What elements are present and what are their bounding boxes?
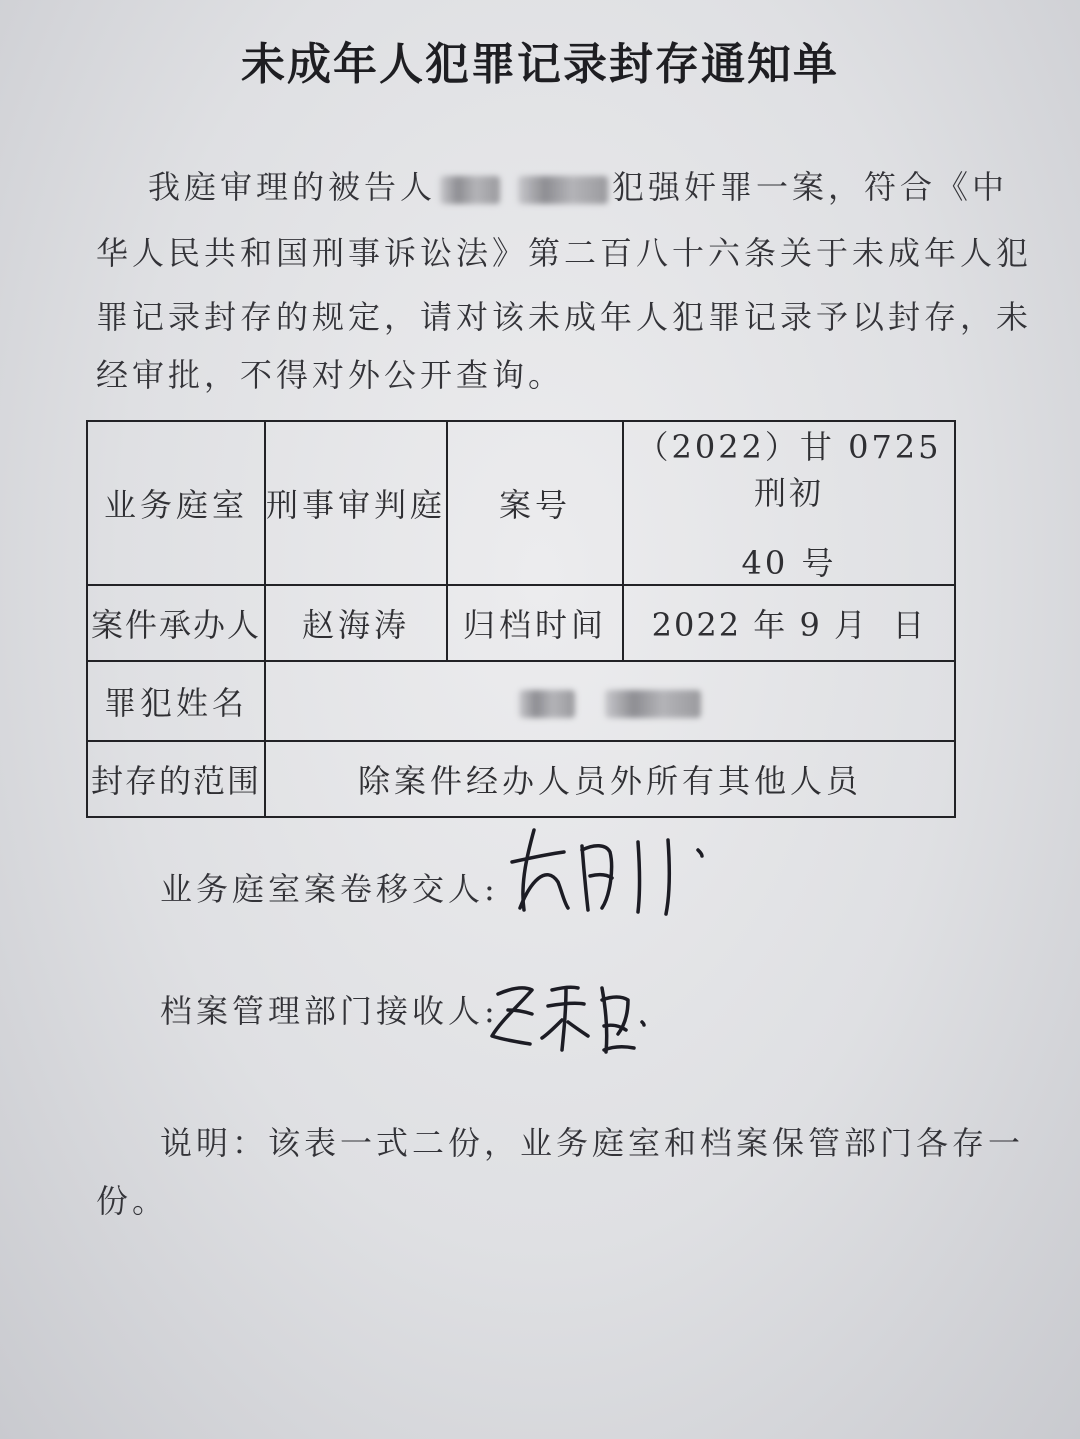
case-info-table bbox=[86, 420, 956, 818]
transfer-signature bbox=[490, 812, 720, 922]
case-number-line-2: 40 号 bbox=[741, 544, 837, 582]
table-row bbox=[87, 741, 955, 817]
document-title: 未成年人犯罪记录封存通知单 bbox=[241, 39, 839, 90]
case-number-label: 案号 bbox=[447, 421, 623, 585]
notice-line-1 bbox=[96, 162, 1009, 208]
offender-name-label: 罪犯姓名 bbox=[87, 661, 265, 741]
redacted-name-part-2 bbox=[605, 690, 701, 718]
dept-label: 业务庭室 bbox=[87, 421, 265, 585]
notice-line-2: 华人民共和国刑事诉讼法》第二百八十六条关于未成年人犯 bbox=[96, 234, 1033, 272]
offender-name-value bbox=[265, 661, 955, 741]
table-row bbox=[87, 421, 955, 585]
table-row bbox=[87, 585, 955, 661]
case-number-line-1: （2022）甘 0725 刑初 bbox=[636, 428, 942, 512]
receiver-signature bbox=[478, 970, 658, 1060]
notice-line-1-suffix: 犯强奸罪一案，符合《中 bbox=[612, 168, 1009, 206]
handler-value: 赵海涛 bbox=[265, 585, 447, 661]
dept-value: 刑事审判庭 bbox=[265, 421, 447, 585]
archive-time-value: 2022 年 9 月 日 bbox=[623, 585, 955, 661]
transfer-person-label: 业务庭室案卷移交人: bbox=[160, 870, 499, 908]
archive-time-label: 归档时间 bbox=[447, 585, 623, 661]
seal-scope-value: 除案件经办人员外所有其他人员 bbox=[265, 741, 955, 817]
receiver-label: 档案管理部门接收人: bbox=[160, 992, 499, 1030]
case-number-value bbox=[623, 421, 955, 585]
redacted-name-part-1 bbox=[440, 176, 500, 204]
notice-line-1-prefix: 我庭审理的被告人 bbox=[148, 168, 437, 206]
redacted-name-part-2 bbox=[518, 176, 608, 204]
seal-scope-label: 封存的范围 bbox=[87, 741, 265, 817]
notice-line-3: 罪记录封存的规定，请对该未成年人犯罪记录予以封存，未 bbox=[96, 298, 1033, 336]
footer-note-line-1: 说明：该表一式二份，业务庭室和档案保管部门各存一 bbox=[160, 1124, 1025, 1162]
handler-label: 案件承办人 bbox=[87, 585, 265, 661]
table-row bbox=[87, 661, 955, 741]
notice-line-4: 经审批，不得对外公开查询。 bbox=[96, 356, 565, 394]
redacted-name-part-1 bbox=[519, 690, 575, 718]
footer-note-line-2: 份。 bbox=[96, 1182, 169, 1220]
